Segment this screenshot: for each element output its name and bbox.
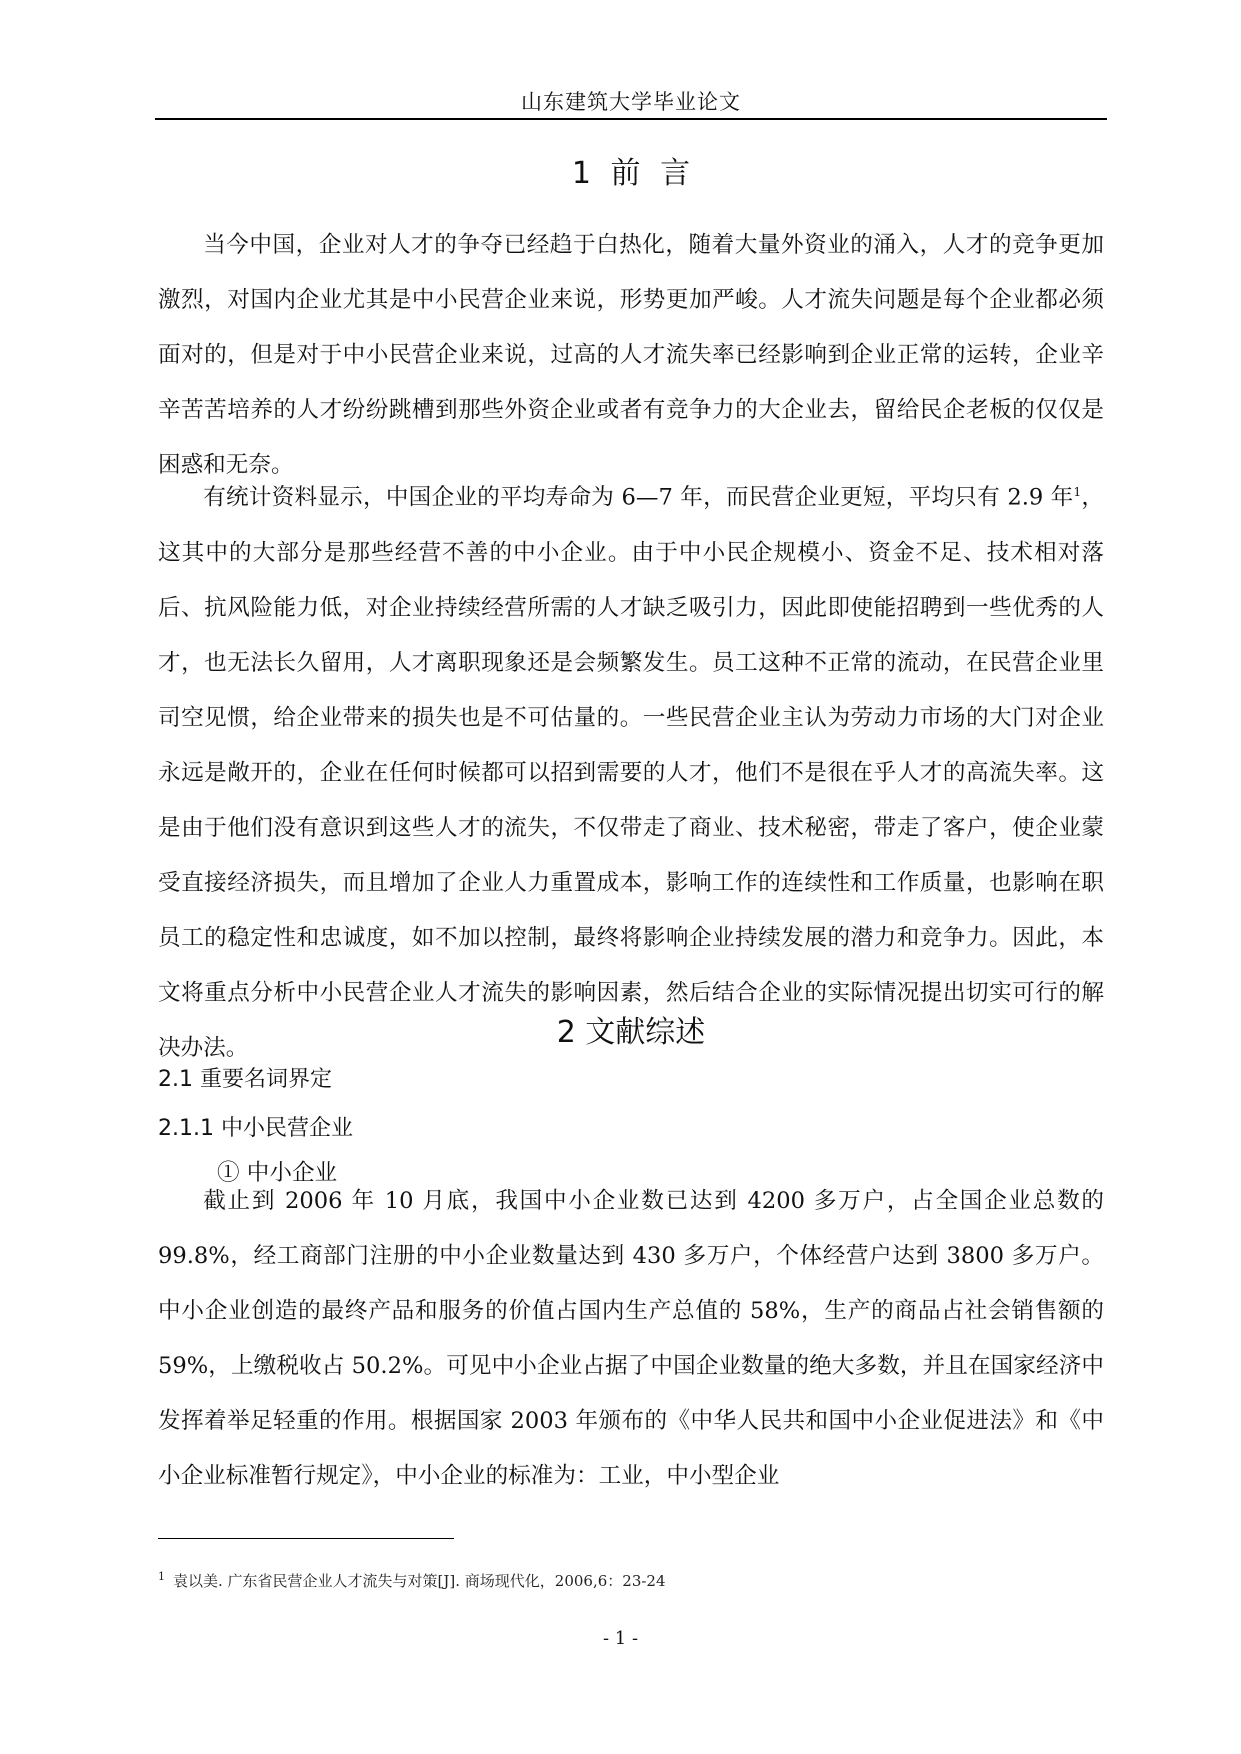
- intro-paragraph-2-text-a: 有统计资料显示，中国企业的平均寿命为 6—7 年，而民营企业更短，平均只有 2.9 年: [203, 484, 1074, 511]
- chapter-2-title: 2 文献综述: [556, 1015, 706, 1050]
- page-number: - 1 -: [602, 1628, 639, 1649]
- list-item: ① 中小企业: [217, 1160, 338, 1186]
- sme-paragraph: 截止到 2006 年 10 月底，我国中小企业数已达到 4200 多万户，占全国企业总数的 99.8%，经工商部门注册的中小企业数量达到 430 多万户，个体经营户达到 3800 多万户。中小企业创造的最终产品和服务的价值占国内生产总值的 58%，生产的商品占社会销售额的 59%，上缴税收占 50.2%。可见中小企业占据了中国企业数量的绝大多数，并且在国家经济中发挥着举足轻重的作用。根据国家 2003 年颁布的《中华人民共和国中小企业促进法》和《中小企业标准暂行规定》，中小企业的标准为：工业，中小型企业: [158, 1188, 1104, 1489]
- intro-paragraph-1: 当今中国，企业对人才的争夺已经趋于白热化，随着大量外资业的涌入，人才的竞争更加激烈，对国内企业尤其是中小民营企业来说，形势更加严峻。人才流失问题是每个企业都必须面对的，但是对于中小民营企业来说，过高的人才流失率已经影响到企业正常的运转，企业辛辛苦苦培养的人才纷纷跳槽到那些外资企业或者有竞争力的大企业去，留给民企老板的仅仅是困惑和无奈。: [158, 232, 1104, 478]
- footnote-reference: 1: [1073, 485, 1082, 499]
- running-header: 山东建筑大学毕业论文: [521, 90, 741, 114]
- header-rule: [155, 118, 1107, 120]
- intro-paragraph-2-text-b: ，这其中的大部分是那些经营不善的中小企业。由于中小民企规模小、资金不足、技术相对落后、抗风险能力低，对企业持续经营所需的人才缺乏吸引力，因此即使能招聘到一些优秀的人才，也无法长久留用，人才离职现象还是会频繁发生。员工这种不正常的流动，在民营企业里司空见惯，给企业带来的损失也是不可估量的。一些民营企业主认为劳动力市场的大门对企业永远是敞开的，企业在任何时候都可以招到需要的人才，他们不是很在乎人才的高流失率。这是由于他们没有意识到这些人才的流失，不仅带走了商业、技术秘密，带走了客户，使企业蒙受直接经济损失，而且增加了企业人力重置成本，影响工作的连续性和工作质量，也影响在职员工的稳定性和忠诚度，如不加以控制，最终将影响企业持续发展的潜力和竞争力。因此，本文将重点分析中小民营企业人才流失的影响因素，然后结合企业的实际情况提出切实可行的解决办法。: [158, 484, 1104, 1061]
- intro-paragraph-2: [158, 465, 1104, 1076]
- footnote: [158, 1570, 666, 1591]
- footnote-text: 袁以美. 广东省民营企业人才流失与对策[J]. 商场现代化，2006,6：23-24: [173, 1572, 666, 1590]
- footnote-rule: [158, 1538, 454, 1539]
- subsection-heading: 2.1.1 中小民营企业: [158, 1116, 353, 1141]
- footnote-mark: 1: [158, 1570, 165, 1583]
- section-heading: 2.1 重要名词界定: [158, 1067, 332, 1092]
- chapter-1-title: 1 前 言: [571, 156, 691, 191]
